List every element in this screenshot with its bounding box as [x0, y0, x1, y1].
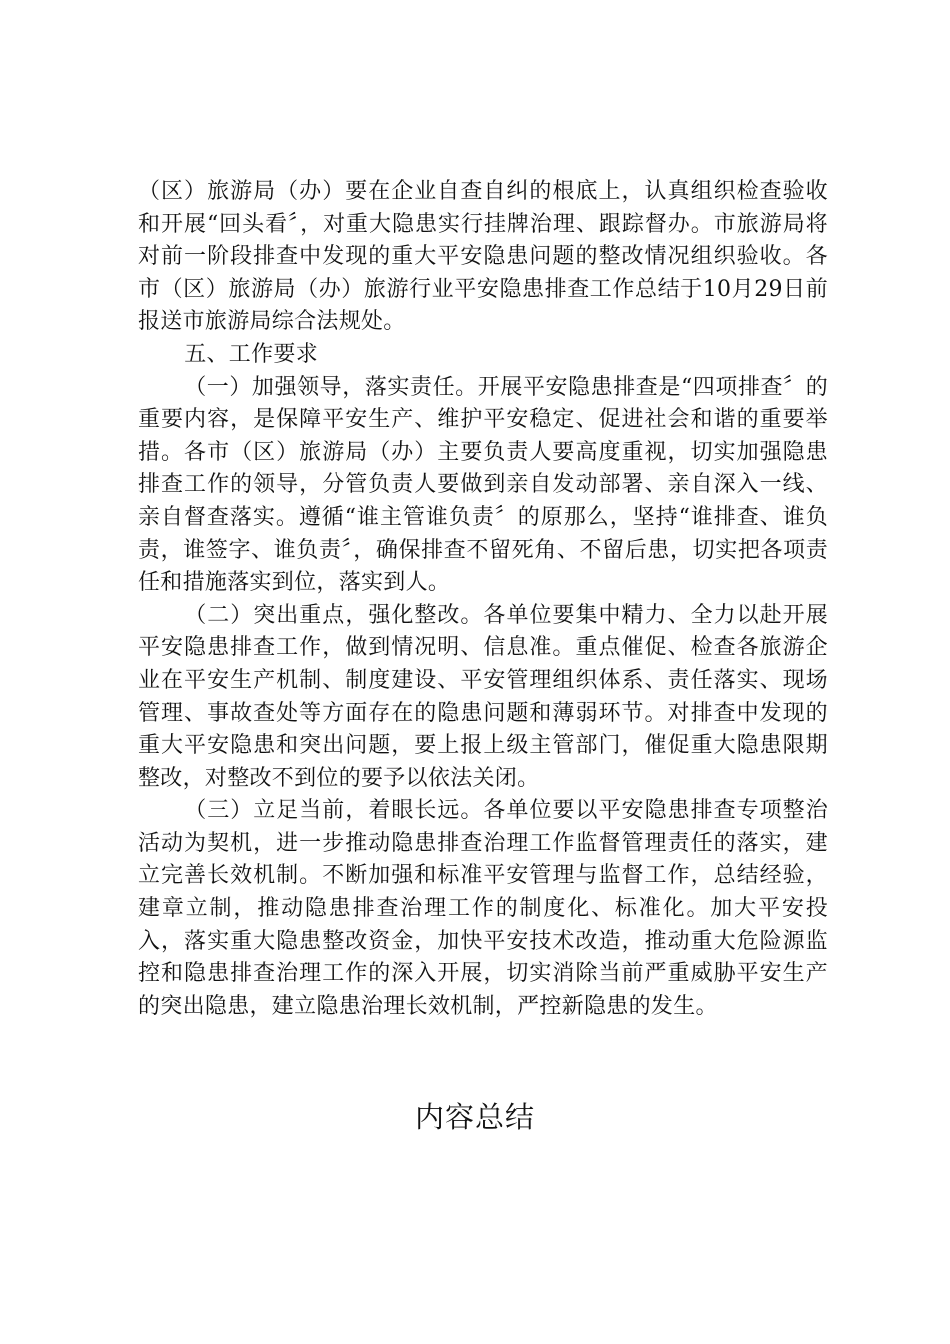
document-body	[138, 176, 828, 1023]
section-heading-work-requirements: 五、工作要求	[184, 341, 318, 367]
summary-title: 内容总结	[414, 1100, 535, 1134]
paragraph-requirement-3: （三）立足当前，着眼长远。各单位要以平安隐患排查专项整治活动为契机，进一步推动隐患排查治理工作监督管理责任的落实，建立完善长效机制。不断加强和标准平安管理与监督工作，总结经验，建章立制，推动隐患排查治理工作的制度化、标准化。加大平安投入，落实重大隐患整改资金，加快平安技术改造，推动重大危险源监控和隐患排查治理工作的深入开展，切实消除当前严重威胁平安生产的突出隐患，建立隐患治理长效机制，严控新隐患的发生。	[138, 798, 828, 1019]
paragraph-requirement-2: （二）突出重点，强化整改。各单位要集中精力、全力以赴开展平安隐患排查工作，做到情况明、信息准。重点催促、检查各旅游企业在平安生产机制、制度建设、平安管理组织体系、责任落实、现场管理、事故查处等方面存在的隐患问题和薄弱环节。对排查中发现的重大平安隐患和突出问题，要上报上级主管部门，催促重大隐患限期整改，对整改不到位的要予以依法关闭。	[138, 602, 828, 791]
paragraph-requirement-1: （一）加强领导，落实责任。开展平安隐患排查是“四项排查〞的重要内容，是保障平安生产、维护平安稳定、促进社会和谐的重要举措。各市（区）旅游局（办）主要负责人要高度重视，切实加强隐患排查工作的领导，分管负责人要做到亲自发动部署、亲自深入一线、亲自督查落实。遵循“谁主管谁负责〞的原那么，坚持“谁排查、谁负责，谁签字、谁负责〞，确保排查不留死角、不留后患，切实把各项责任和措施落实到位，落实到人。	[138, 374, 828, 596]
paragraph-continuation: （区）旅游局（办）要在企业自查自纠的根底上，认真组织检查验收和开展“回头看〞，对重大隐患实行挂牌治理、跟踪督办。市旅游局将对前一阶段排查中发现的重大平安隐患问题的整改情况组织验收。各市（区）旅游局（办）旅游行业平安隐患排查工作总结于10月29日前报送市旅游局综合法规处。	[138, 179, 828, 335]
